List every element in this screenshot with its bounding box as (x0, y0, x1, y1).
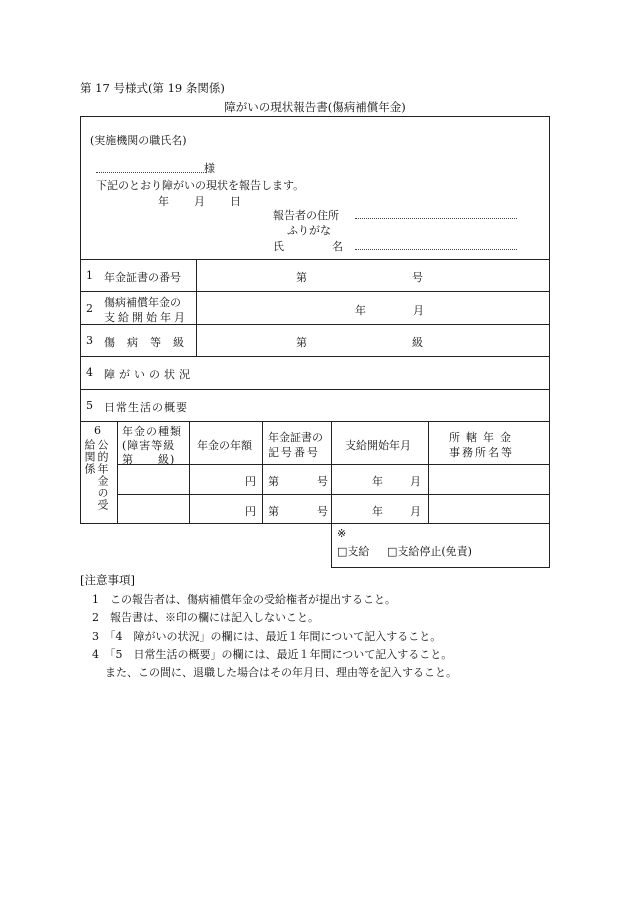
row-divider (80, 291, 550, 292)
furigana-label: ふりがな (287, 224, 331, 237)
col-divider (331, 421, 332, 524)
note-number: 3 (92, 630, 99, 643)
line1-year: 年 (372, 475, 383, 488)
official-name-line[interactable] (96, 172, 206, 173)
header-office-line1: 所轄年金 (449, 431, 517, 444)
report-statement: 下記のとおり障がいの現状を報告します。 (96, 179, 305, 192)
note-text: 報告書は、※印の欄には記入しないこと。 (110, 611, 319, 624)
honorific: 様 (204, 162, 215, 175)
row-divider (80, 421, 550, 422)
row-divider (80, 389, 550, 390)
notes-heading: [注意事項] (80, 573, 135, 587)
row2-number: 2 (86, 302, 93, 315)
note-number: 1 (92, 593, 99, 606)
line1-gou: 号 (317, 475, 328, 488)
row1-dai: 第 (296, 271, 307, 284)
row5-number: 5 (86, 399, 93, 412)
row4-number: 4 (86, 366, 93, 379)
row-divider (117, 464, 550, 465)
col-divider (117, 421, 118, 524)
row6-side-col1: 給関係 (83, 439, 96, 475)
row3-dai: 第 (296, 336, 307, 349)
row3-number: 3 (86, 334, 93, 347)
col-divider (262, 421, 263, 524)
row6-number: 6 (94, 424, 101, 437)
date-day: 日 (230, 195, 241, 208)
line2-month: 月 (410, 505, 421, 518)
official-use-mark: ※ (337, 527, 347, 540)
row2-year: 年 (355, 304, 366, 317)
option-payment-checkbox[interactable]: □支給 (337, 545, 370, 558)
note-text: 「4 障がいの状況」の欄には、最近１年間について記入すること。 (110, 630, 442, 643)
date-month: 月 (194, 195, 205, 208)
row1-label: 年金証書の番号 (104, 271, 181, 284)
line2-dai: 第 (268, 505, 279, 518)
line1-dai: 第 (268, 475, 279, 488)
header-cert-line2: 記号番号 (268, 446, 320, 459)
note-item (92, 628, 441, 644)
option-suspension-checkbox[interactable]: □支給停止(免責) (387, 545, 472, 558)
line1-yen: 円 (245, 475, 256, 488)
note-continuation: また、この間に、退職した場合はその年月日、理由等を記入すること。 (105, 666, 457, 679)
col-divider (189, 421, 190, 524)
form-number: 第 17 号様式(第 19 条関係) (80, 81, 225, 95)
row1-gou: 号 (412, 271, 423, 284)
header-cert-line1: 年金証書の (268, 431, 323, 444)
header-pension-kind-line3: 第 級) (122, 453, 176, 466)
note-item (92, 591, 396, 607)
row5-label: 日常生活の概要 (104, 401, 188, 414)
reporter-name-line[interactable] (355, 249, 517, 250)
reporter-address-label: 報告者の住所 (273, 209, 339, 222)
row2-month: 月 (413, 304, 424, 317)
note-number: 4 (92, 648, 99, 661)
note-text: 「5 日常生活の概要」の欄には、最近１年間について記入すること。 (110, 648, 453, 661)
note-item (92, 646, 452, 662)
row1-number: 1 (86, 269, 93, 282)
note-item (92, 609, 319, 625)
header-annual-amount: 年金の年額 (197, 439, 252, 452)
row6-side-col2: 公的年金の受 (96, 439, 109, 511)
note-number: 2 (92, 611, 99, 624)
col-divider (428, 421, 429, 524)
header-office-line2: 事務所名等 (449, 446, 514, 459)
row3-kyu: 級 (412, 336, 423, 349)
header-start-month: 支給開始年月 (345, 439, 411, 452)
form-title: 障がいの現状報告書(傷病補償年金) (224, 100, 406, 114)
line2-gou: 号 (317, 505, 328, 518)
line2-year: 年 (372, 505, 383, 518)
row3-label: 傷病等級 (104, 336, 196, 349)
row4-label: 障がいの状況 (104, 368, 194, 381)
row-divider (117, 494, 550, 495)
line2-yen: 円 (245, 505, 256, 518)
date-year: 年 (158, 195, 169, 208)
row-divider (80, 259, 550, 260)
reporter-address-line[interactable] (355, 218, 517, 219)
row-divider (80, 356, 550, 357)
header-pension-kind-line1: 年金の種類 (122, 425, 182, 438)
name-label-second: 名 (332, 240, 343, 253)
row2-label-line1: 傷病補償年金の (104, 296, 181, 309)
header-pension-kind-line2: (障害等級 (122, 439, 176, 452)
official-title-label: (実施機関の職氏名) (90, 134, 187, 147)
note-text: この報告者は、傷病補償年金の受給権者が提出すること。 (110, 593, 396, 606)
line1-month: 月 (410, 475, 421, 488)
name-label-first: 氏 (273, 240, 284, 253)
col-divider (196, 259, 197, 356)
row2-label-line2: 支給開始年月 (104, 311, 188, 324)
